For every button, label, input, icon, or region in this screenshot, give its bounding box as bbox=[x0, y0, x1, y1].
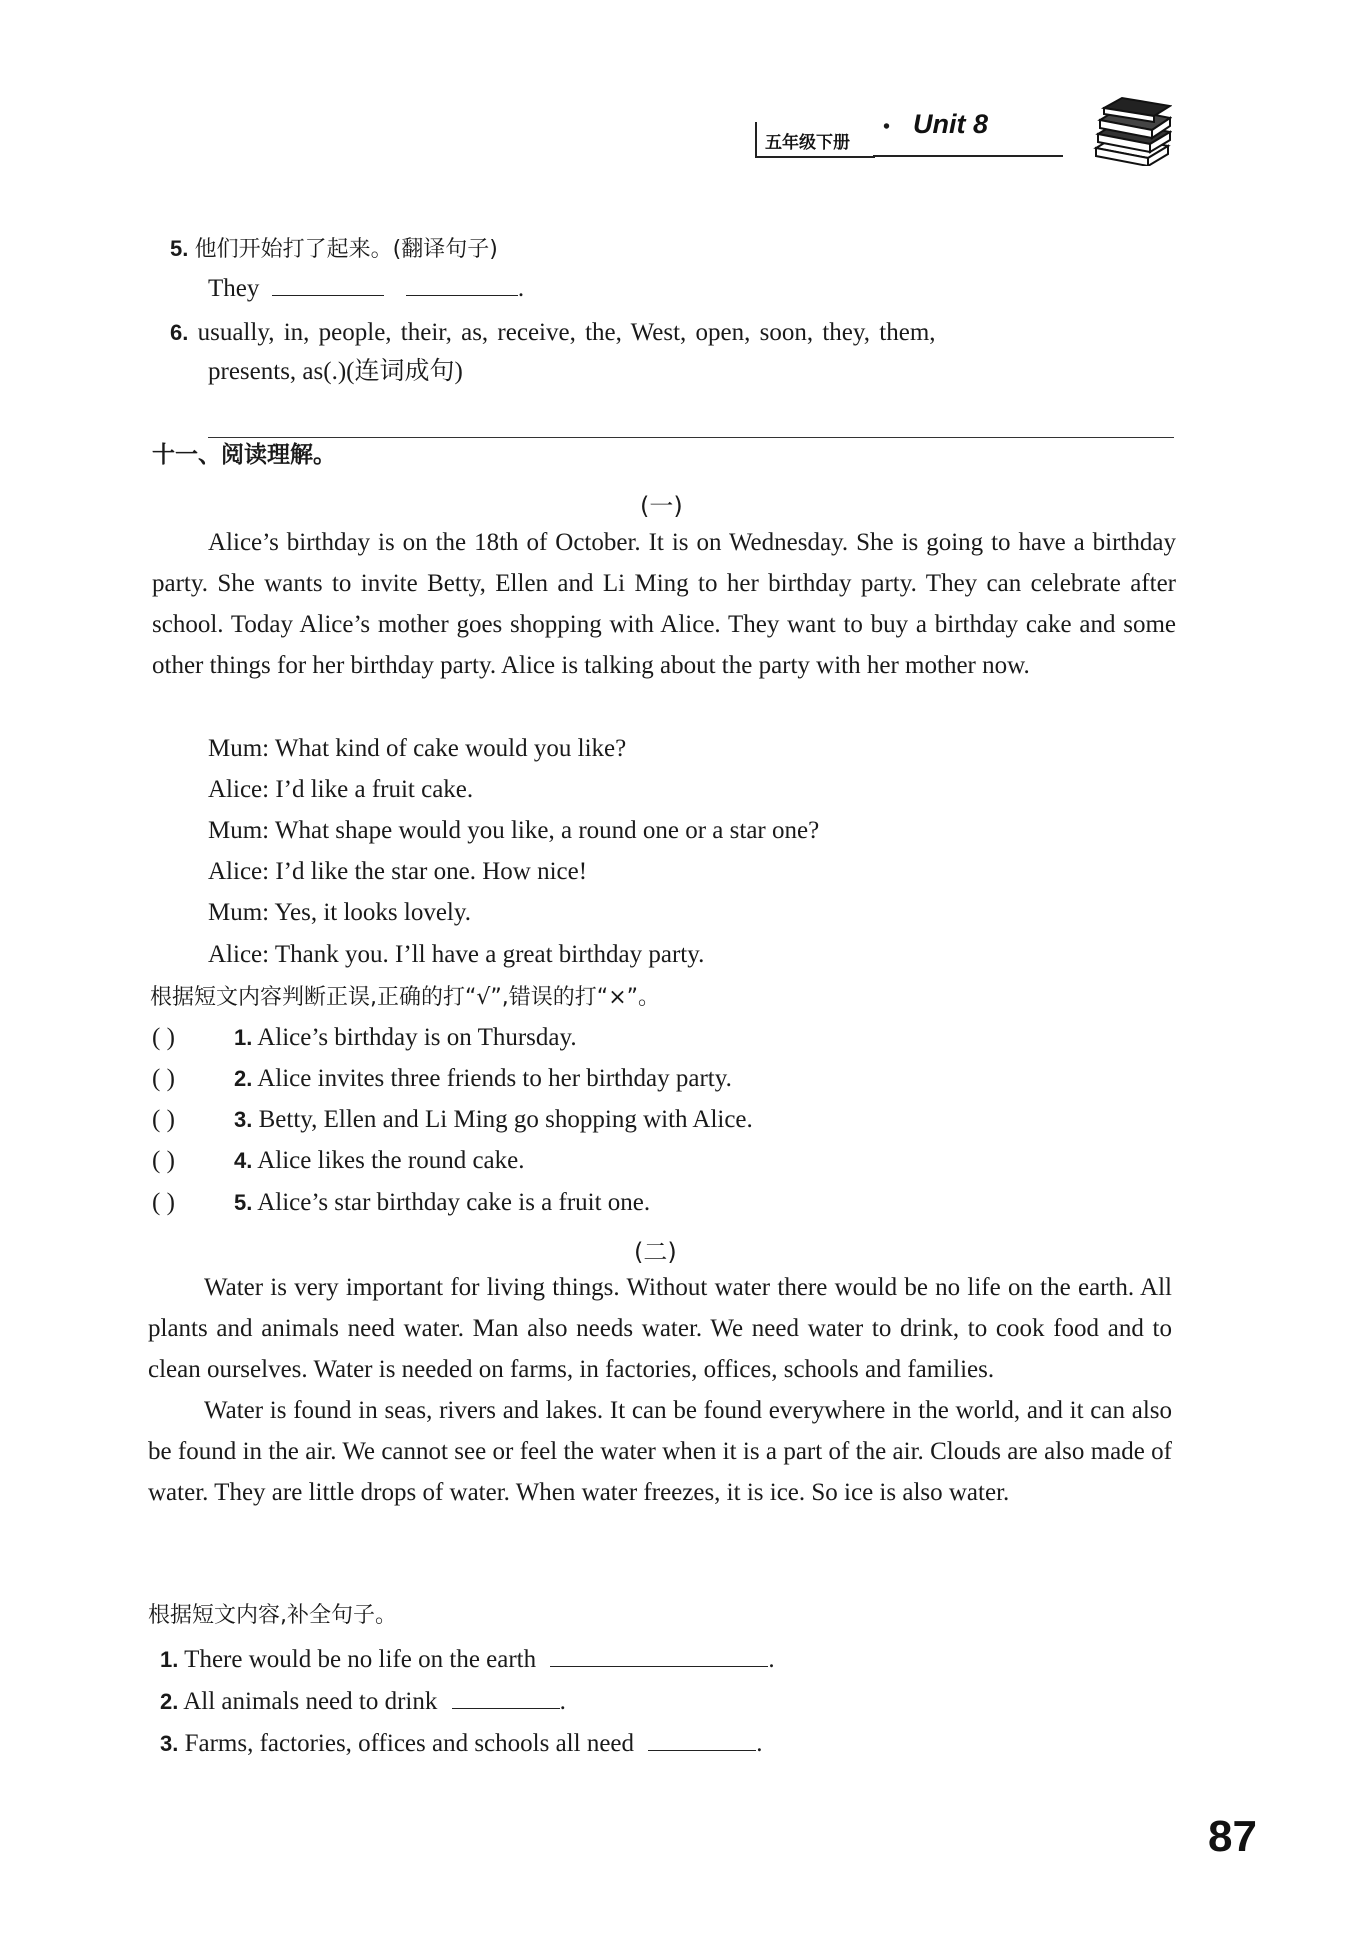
answer-blank[interactable] bbox=[452, 1686, 560, 1709]
passage-1-text: Alice’s birthday is on the 18th of October. It is on Wednesday. She is going to have a birthday party. She wants to invite Betty, Ellen and Li Ming to her birthday party. They can celebrate after school. Today Alice’s mother goes shopping with Alice. They want to buy a birthday cake and some other things for her birthday party. Alice is talking about the party with her mother now. bbox=[152, 529, 1176, 679]
question-5-answer bbox=[208, 273, 524, 304]
completion-item: 3. Farms, factories, offices and schools all need . bbox=[160, 1730, 763, 1757]
header-dot: • bbox=[883, 116, 891, 138]
answer-paren[interactable]: ( ) bbox=[152, 1065, 175, 1092]
question-words: usually, in, people, their, as, receive, the, West, open, soon, they, them, bbox=[197, 319, 936, 346]
passage-2-label: (二) bbox=[634, 1238, 677, 1266]
answer-paren[interactable]: ( ) bbox=[152, 1106, 175, 1133]
question-5 bbox=[170, 234, 498, 265]
true-false-item: ( ) 5. Alice’s star birthday cake is a fruit one. bbox=[152, 1189, 651, 1216]
page-number: 87 bbox=[1208, 1812, 1257, 1861]
answer-start: They bbox=[208, 275, 260, 302]
answer-paren[interactable]: ( ) bbox=[152, 1024, 175, 1051]
dialogue-line: Alice: Thank you. I’ll have a great birthday party. bbox=[208, 941, 705, 968]
answer-blank[interactable] bbox=[272, 273, 384, 296]
passage-2-instruction: 根据短文内容,补全句子。 bbox=[148, 1603, 397, 1628]
answer-paren[interactable]: ( ) bbox=[152, 1189, 175, 1216]
passage-2-paragraph-2: Water is found in seas, rivers and lakes. It can be found everywhere in the world, and it can also be found in the air. We cannot see or feel the water when it is a part of the air. Clouds are also made of water. They are little drops of water. When water freezes, it is ice. So ice is also water. bbox=[148, 1397, 1172, 1506]
passage-2-text bbox=[148, 1267, 1172, 1513]
passage-1-instruction: 根据短文内容判断正误,正确的打“√”,错误的打“×”。 bbox=[150, 985, 661, 1010]
dialogue-line: Alice: I’d like a fruit cake. bbox=[208, 776, 474, 803]
passage-2-paragraph-1: Water is very important for living things. Without water there would be no life on the earth. All plants and animals need water. Man also needs water. We need water to drink, to cook food and to clean ourselves. Water is needed on farms, in factories, offices, schools and families. bbox=[148, 1274, 1172, 1383]
answer-paren[interactable]: ( ) bbox=[152, 1147, 175, 1174]
header-rule bbox=[873, 155, 1063, 157]
dialogue-line: Mum: What shape would you like, a round one or a star one? bbox=[208, 817, 820, 844]
question-words: presents, as(.)(连词成句) bbox=[208, 358, 463, 385]
question-number: 5. bbox=[170, 236, 189, 261]
dialogue-line: Mum: What kind of cake would you like? bbox=[208, 735, 627, 762]
question-number: 6. bbox=[170, 320, 189, 345]
true-false-item: ( ) 3. Betty, Ellen and Li Ming go shopping with Alice. bbox=[152, 1106, 753, 1133]
true-false-item: ( ) 4. Alice likes the round cake. bbox=[152, 1147, 525, 1174]
answer-blank[interactable] bbox=[406, 273, 518, 296]
completion-item: 1. There would be no life on the earth . bbox=[160, 1646, 775, 1673]
true-false-item: ( ) 2. Alice invites three friends to her birthday party. bbox=[152, 1065, 732, 1092]
section-title: 十一、阅读理解。 bbox=[152, 442, 336, 468]
question-prompt: 他们开始打了起来。(翻译句子) bbox=[194, 237, 498, 262]
books-stack-icon bbox=[1090, 96, 1172, 166]
grade-label: 五年级下册 bbox=[765, 133, 850, 153]
page-header bbox=[755, 96, 1175, 176]
question-6-line-2 bbox=[208, 357, 463, 387]
unit-title: Unit 8 bbox=[913, 109, 989, 139]
dialogue-line: Mum: Yes, it looks lovely. bbox=[208, 899, 472, 926]
completion-item: 2. All animals need to drink . bbox=[160, 1688, 566, 1715]
question-6-line-1 bbox=[170, 318, 936, 348]
answer-line[interactable] bbox=[208, 437, 1174, 438]
true-false-item: ( ) 1. Alice’s birthday is on Thursday. bbox=[152, 1024, 577, 1051]
passage-1-label: (一) bbox=[640, 492, 683, 520]
answer-blank[interactable] bbox=[550, 1644, 768, 1667]
dialogue-line: Alice: I’d like the star one. How nice! bbox=[208, 858, 588, 885]
answer-blank[interactable] bbox=[648, 1728, 756, 1751]
answer-end: . bbox=[517, 275, 525, 302]
